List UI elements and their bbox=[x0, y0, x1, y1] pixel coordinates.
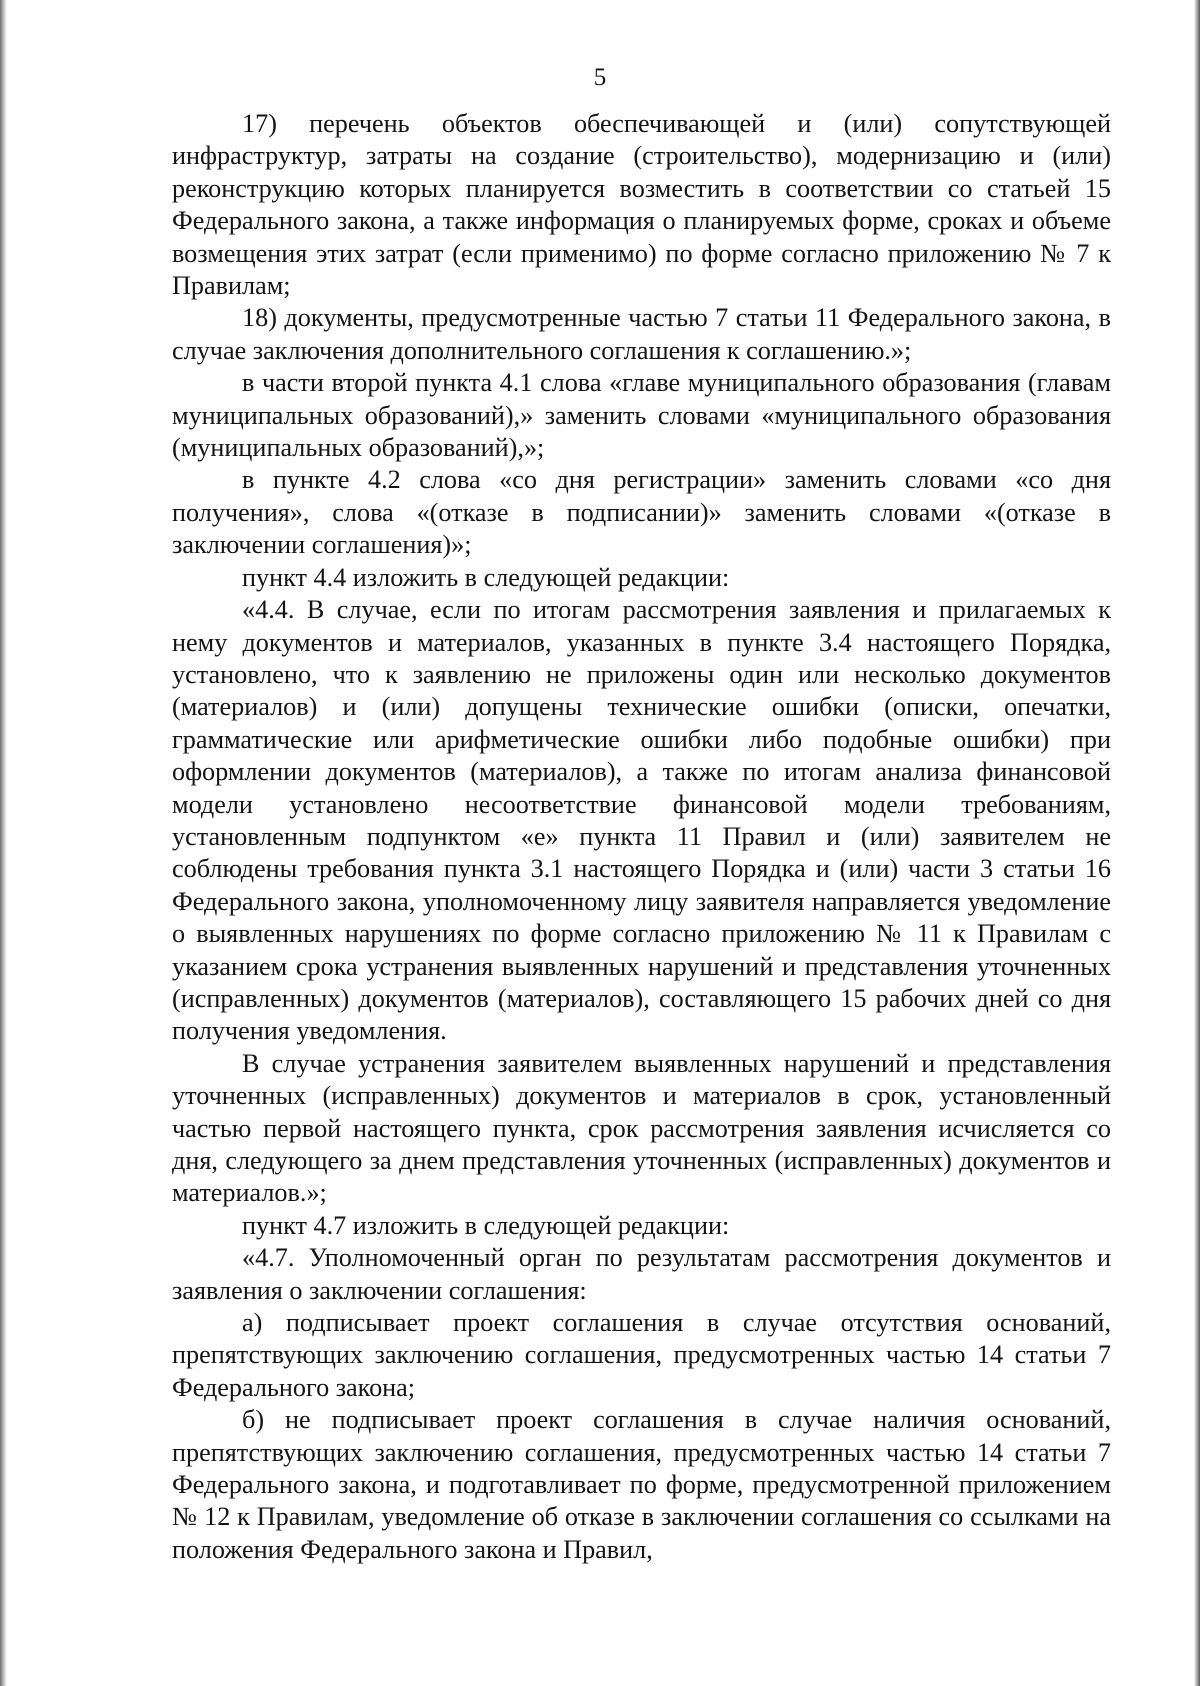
paragraph-item-18: 18) документы, предусмотренные частью 7 статьи 11 Федерального закона, в случае заключения дополнительного соглашения к соглашению.»; bbox=[172, 303, 1111, 365]
document-body bbox=[172, 108, 1111, 1566]
paragraph-clause-4-4-part-2: В случае устранения заявителем выявленных нарушений и представления уточненных (исправленных) документов и материалов в срок, установленный частью первой настоящего пункта, срок рассмотрения заявления исчисляется со дня, следующего за днем представления уточненных (исправленных) документов и материалов.»; bbox=[172, 1048, 1111, 1208]
scan-edge-left bbox=[0, 0, 7, 1686]
scan-edge-right bbox=[1194, 0, 1200, 1686]
paragraph-amend-4-7-intro: пункт 4.7 изложить в следующей редакции: bbox=[242, 1210, 730, 1240]
paragraph-amend-4-1: в части второй пункта 4.1 слова «главе муниципального образования (главам муниципальных образований),» заменить словами «муниципального образования (муниципальных образований),»; bbox=[172, 368, 1111, 463]
paragraph-clause-4-4: «4.4. В случае, если по итогам рассмотрения заявления и прилагаемых к нему документов и материалов, указанных в пункте 3.4 настоящего Порядка, установлено, что к заявлению не приложены один или несколько документов (материалов) и (или) допущены технические ошибки (описки, опечатки, грамматические или арифметические ошибки либо подобные ошибки) при оформлении документов (материалов), а также по итогам анализа финансовой модели установлено несоответствие финансовой модели требованиям, установленным подпунктом «е» пункта 11 Правил и (или) заявителем не соблюдены требования пункта 3.1 настоящего Порядка и (или) части 3 статьи 16 Федерального закона, уполномоченному лицу заявителя направляется уведомление о выявленных нарушениях по форме согласно приложению № 11 к Правилам с указанием срока устранения выявленных нарушений и представления уточненных (исправленных) документов (материалов), составляющего 15 рабочих дней со дня получения уведомления. bbox=[172, 595, 1111, 1046]
paragraph-amend-4-2: в пункте 4.2 слова «со дня регистрации» заменить словами «со дня получения», слова «(отказе в подписании)» заменить словами «(отказе в заключении соглашения)»; bbox=[172, 465, 1111, 560]
paragraph-item-17: 17) перечень объектов обеспечивающей и (или) сопутствующей инфраструктур, затраты на создание (строительство), модернизацию и (или) реконструкцию которых планируется возместить в соответствии со статьей 15 Федерального закона, а также информация о планируемых форме, сроках и объеме возмещения этих затрат (если применимо) по форме согласно приложению № 7 к Правилам; bbox=[172, 109, 1111, 301]
paragraph-clause-4-7-a: а) подписывает проект соглашения в случае отсутствия оснований, препятствующих заключению соглашения, предусмотренных частью 14 статьи 7 Федерального закона; bbox=[172, 1308, 1111, 1402]
paragraph-clause-4-7: «4.7. Уполномоченный орган по результатам рассмотрения документов и заявления о заключении соглашения: bbox=[172, 1243, 1111, 1305]
page-number: 5 bbox=[593, 64, 607, 91]
paragraph-amend-4-4-intro: пункт 4.4 изложить в следующей редакции: bbox=[242, 562, 730, 592]
paragraph-clause-4-7-b: б) не подписывает проект соглашения в случае наличия оснований, препятствующих заключению соглашения, предусмотренных частью 14 статьи 7 Федерального закона, и подготавливает по форме, предусмотренной приложением № 12 к Правилам, уведомление об отказе в заключении соглашения со ссылками на положения Федерального закона и Правил, bbox=[172, 1405, 1111, 1564]
